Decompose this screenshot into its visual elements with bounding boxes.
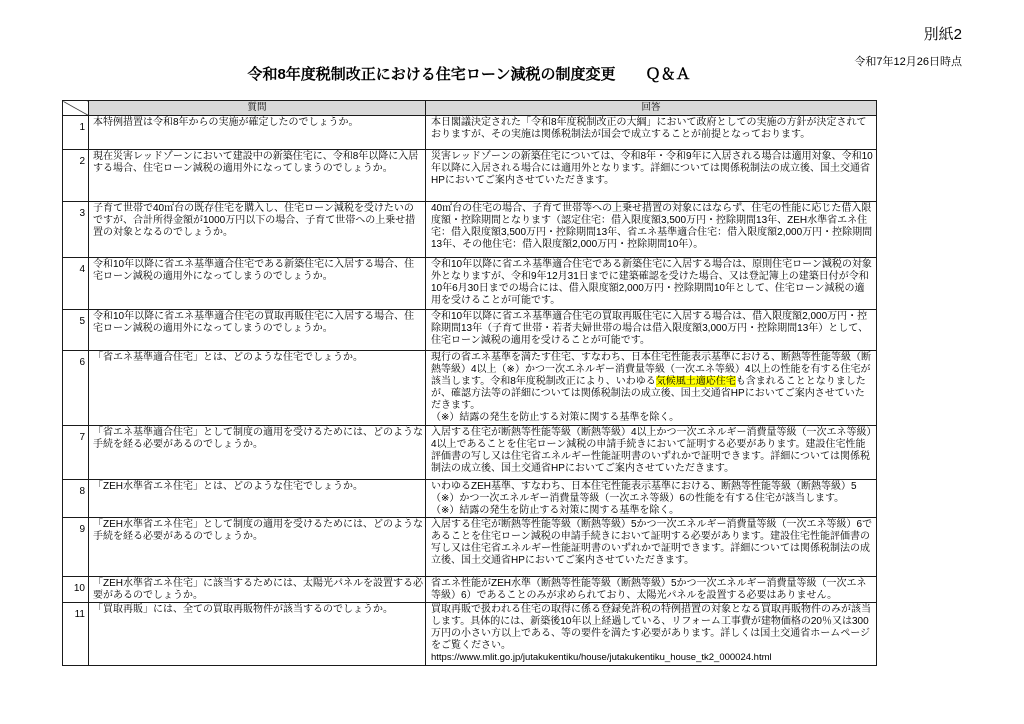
answer-note: （※）結露の発生を防止する対策に関する基準を除く。 <box>431 412 680 424</box>
question-cell: 「ZEH水準省エネ住宅」に該当するためには、太陽光パネルを設置する必要があるのでしょうか。 <box>89 576 426 602</box>
question-cell: 子育て世帯で40㎡台の既存住宅を購入し、住宅ローン減税を受けたいのですが、合計所得金額が1000万円以下の場合、子育て世帯への上乗せ措置の対象となるのでしょうか。 <box>89 202 426 258</box>
row-number: 3 <box>63 202 89 258</box>
answer-cell: 令和10年以降に省エネ基準適合住宅の買取再販住宅に入居する場合は、借入限度額2,000万円・控除期間13年（子育て世帯・若者夫婦世帯の場合は借入限度額3,000万円・控除期間13年）として、住宅ローン減税の適用を受けることが可能です。 <box>426 310 877 351</box>
header-question: 質問 <box>89 101 426 116</box>
answer-cell: 災害レッドゾーンの新築住宅については、令和8年・令和9年に入居される場合は適用対象、令和10年以降に入居される場合には適用外となります。詳細については関係税制法の成立後、国土交通省HPにおいてご案内させていただきます。 <box>426 150 877 202</box>
highlighted-term: 気候風土適応住宅 <box>655 376 736 388</box>
row-number: 4 <box>63 258 89 310</box>
answer-cell <box>426 479 877 517</box>
qa-row <box>63 603 877 665</box>
answer-cell <box>426 603 877 665</box>
as-of-date: 令和7年12月26日時点 <box>854 56 962 68</box>
answer-cell: 入居する住宅が断熱等性能等級（断熱等級）5かつ一次エネルギー消費量等級（一次エネ等級）6であることを住宅ローン減税の申請手続きにおいて証明する必要があります。建設住宅性能評価書の写し又は住宅省エネルギー性能証明書のいずれかで証明できます。詳細については関係税制法の成立後、国土交通省HPにおいてご案内させていただきます。 <box>426 517 877 576</box>
table-header-row <box>63 101 877 116</box>
answer-cell: 省エネ性能がZEH水準（断熱等性能等級（断熱等級）5かつ一次エネルギー消費量等級（一次エネ等級）6）であることのみが求められており、太陽光パネルを設置する必要はありません。 <box>426 576 877 602</box>
question-cell: 「省エネ基準適合住宅」とは、どのような住宅でしょうか。 <box>89 351 426 426</box>
row-number: 8 <box>63 479 89 517</box>
answer-cell <box>426 351 877 426</box>
answer-text-tail: も含まれることとなりましたが、確認方法等の詳細については関係税制法の成立後、国土交通省HPにおいてご案内させていただきます。 <box>431 376 866 412</box>
row-number: 5 <box>63 310 89 351</box>
question-cell: 令和10年以降に省エネ基準適合住宅である新築住宅に入居する場合、住宅ローン減税の適用外になってしまうのでしょうか。 <box>89 258 426 310</box>
question-cell: 令和10年以降に省エネ基準適合住宅の買取再販住宅に入居する場合、住宅ローン減税の適用外になってしまうのでしょうか。 <box>89 310 426 351</box>
answer-text: いわゆるZEH基準、すなわち、日本住宅性能表示基準における、断熱等性能等級（断熱等級）5（※）かつ一次エネルギー消費量等級（一次エネ等級）6の性能を有する住宅が該当します。 <box>431 480 857 504</box>
question-cell: 現在災害レッドゾーンにおいて建設中の新築住宅に、令和8年以降に入居する場合、住宅ローン減税の適用外になってしまうのでしょうか。 <box>89 150 426 202</box>
attachment-label: 別紙2 <box>923 26 962 43</box>
answer-cell: 本日閣議決定された「令和8年度税制改正の大綱」において政府としての実施の方針が決定されておりますが、その実施は関係税制法が国会で成立することが前提となっております。 <box>426 116 877 150</box>
question-cell: 本特例措置は令和8年からの実施が確定したのでしょうか。 <box>89 116 426 150</box>
qa-row <box>63 202 877 258</box>
qa-row <box>63 425 877 479</box>
qa-row <box>63 479 877 517</box>
header-corner-cell <box>63 101 89 116</box>
header-answer: 回答 <box>426 101 877 116</box>
question-cell: 「ZEH水準省エネ住宅」とは、どのような住宅でしょうか。 <box>89 479 426 517</box>
answer-text: 買取再販で扱われる住宅の取得に係る登録免許税の特例措置の対象となる買取再販物件のみが該当します。具体的には、新築後10年以上経過している、リフォーム工事費が建物価格の20％又は300万円の小さい方以上である、等の要件を満たす必要があります。詳しくは国土交通省ホームページをご覧ください。 <box>431 604 871 652</box>
qa-row <box>63 310 877 351</box>
qa-row <box>63 150 877 202</box>
row-number: 10 <box>63 576 89 602</box>
mlit-url-link[interactable]: https://www.mlit.go.jp/jutakukentiku/house/jutakukentiku_house_tk2_000024.html <box>431 652 772 664</box>
row-number: 1 <box>63 116 89 150</box>
qa-row <box>63 517 877 576</box>
qa-table <box>62 100 877 666</box>
qa-row <box>63 576 877 602</box>
row-number: 9 <box>63 517 89 576</box>
answer-cell: 令和10年以降に省エネ基準適合住宅である新築住宅に入居する場合は、原則住宅ローン減税の対象外となりますが、令和9年12月31日までに建築確認を受けた場合、又は登記簿上の建築日付が令和10年6月30日までの場合には、借入限度額2,000万円・控除期間10年として、住宅ローン減税の適用を受けることが可能です。 <box>426 258 877 310</box>
answer-cell: 入居する住宅が断熱等性能等級（断熱等級）4以上かつ一次エネルギー消費量等級（一次エネ等級）4以上であることを住宅ローン減税の申請手続きにおいて証明する必要があります。建設住宅性能評価書の写し又は住宅省エネルギー性能証明書のいずれかで証明できます。詳細については関係税制法の成立後、国土交通省HPにおいてご案内させていただきます。 <box>426 425 877 479</box>
answer-text: 現行の省エネ基準を満たす住宅、すなわち、日本住宅性能表示基準における、断熱等性能等級（断熱等級）4以上（※）かつ一次エネルギー消費量等級（一次エネ等級）4以上の性能を有する住宅が該当します。令和8年度税制改正により、いわゆる <box>431 352 871 388</box>
row-number: 6 <box>63 351 89 426</box>
question-cell: 「省エネ基準適合住宅」として制度の適用を受けるためには、どのような手続を経る必要があるのでしょうか。 <box>89 425 426 479</box>
qa-row <box>63 351 877 426</box>
row-number: 2 <box>63 150 89 202</box>
answer-cell: 40㎡台の住宅の場合、子育て世帯等への上乗せ措置の対象にはならず、住宅の性能に応じた借入限度額・控除期間となります（認定住宅：借入限度額3,500万円・控除期間13年、ZEH水準省エネ住宅：借入限度額3,500万円・控除期間13年、省エネ基準適合住宅：借入限度額2,000万円・控除期間13年、その他住宅：借入限度額2,000万円・控除期間10年）。 <box>426 202 877 258</box>
qa-row <box>63 258 877 310</box>
answer-note: （※）結露の発生を防止する対策に関する基準を除く。 <box>431 504 680 516</box>
question-cell: 「買取再販」には、全ての買取再販物件が該当するのでしょうか。 <box>89 603 426 665</box>
question-cell: 「ZEH水準省エネ住宅」として制度の適用を受けるためには、どのような手続を経る必要があるのでしょうか。 <box>89 517 426 576</box>
row-number: 7 <box>63 425 89 479</box>
document-title: 令和8年度税制改正における住宅ローン減税の制度変更 Ｑ＆Ａ <box>247 66 691 83</box>
row-number: 11 <box>63 603 89 665</box>
qa-row <box>63 116 877 150</box>
